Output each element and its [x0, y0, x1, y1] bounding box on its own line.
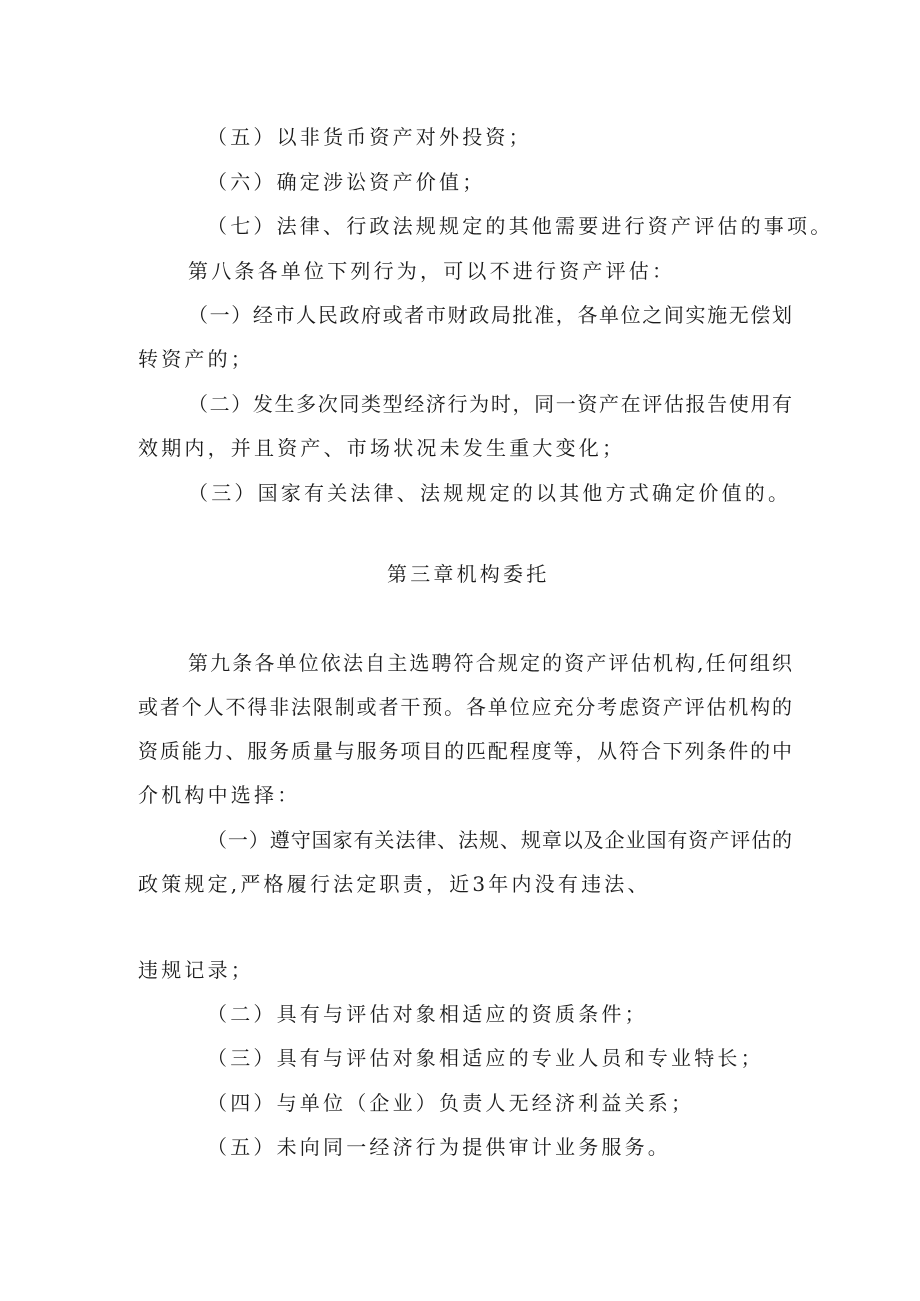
article-9-item-1-line-2: 政策规定,严格履行法定职责，近3年内没有违法、 — [138, 872, 651, 896]
article-8-item-1-line-2: 转资产的； — [138, 347, 254, 371]
article-9-item-3: （三）具有与评估对象相适应的专业人员和专业特长； — [207, 1046, 764, 1070]
article-9-paragraph-line-4: 介机构中选择： — [138, 783, 301, 807]
article-8-item-1-line-1: （一）经市人民政府或者市财政局批准，各单位之间实施无偿划 — [188, 303, 792, 327]
article-8-item-3: （三）国家有关法律、法规规定的以其他方式确定价值的。 — [188, 481, 792, 505]
list-item-6-litigation-asset-value: （六）确定涉讼资产价值； — [207, 170, 486, 194]
list-item-5-nonmonetary-investment: （五）以非货币资产对外投资； — [207, 125, 532, 149]
article-9-item-4: （四）与单位（企业）负责人无经济利益关系； — [207, 1091, 695, 1115]
article-9-item-1-line-3: 违规记录； — [138, 958, 254, 982]
article-8-heading: 第八条各单位下列行为，可以不进行资产评估： — [188, 259, 676, 283]
article-9-paragraph-line-1: 第九条各单位依法自主选聘符合规定的资产评估机构,任何组织 — [188, 651, 792, 675]
chapter-3-title: 第三章机构委托 — [387, 562, 550, 586]
article-8-item-2-line-1: （二）发生多次同类型经济行为时，同一资产在评估报告使用有 — [188, 392, 792, 416]
article-8-item-2-line-2: 效期内，并且资产、市场状况未发生重大变化； — [138, 436, 626, 460]
article-9-paragraph-line-3: 资质能力、服务质量与服务项目的匹配程度等，从符合下列条件的中 — [138, 739, 792, 763]
article-9-item-5: （五）未向同一经济行为提供审计业务服务。 — [207, 1135, 671, 1159]
article-9-paragraph-line-2: 或者个人不得非法限制或者干预。各单位应充分考虑资产评估机构的 — [138, 695, 792, 719]
article-9-item-2: （二）具有与评估对象相适应的资质条件； — [207, 1002, 648, 1026]
list-item-7-other-matters: （七）法律、行政法规规定的其他需要进行资产评估的事项。 — [207, 214, 834, 238]
article-9-item-1-line-1: （一）遵守国家有关法律、法规、规章以及企业国有资产评估的 — [207, 828, 792, 852]
